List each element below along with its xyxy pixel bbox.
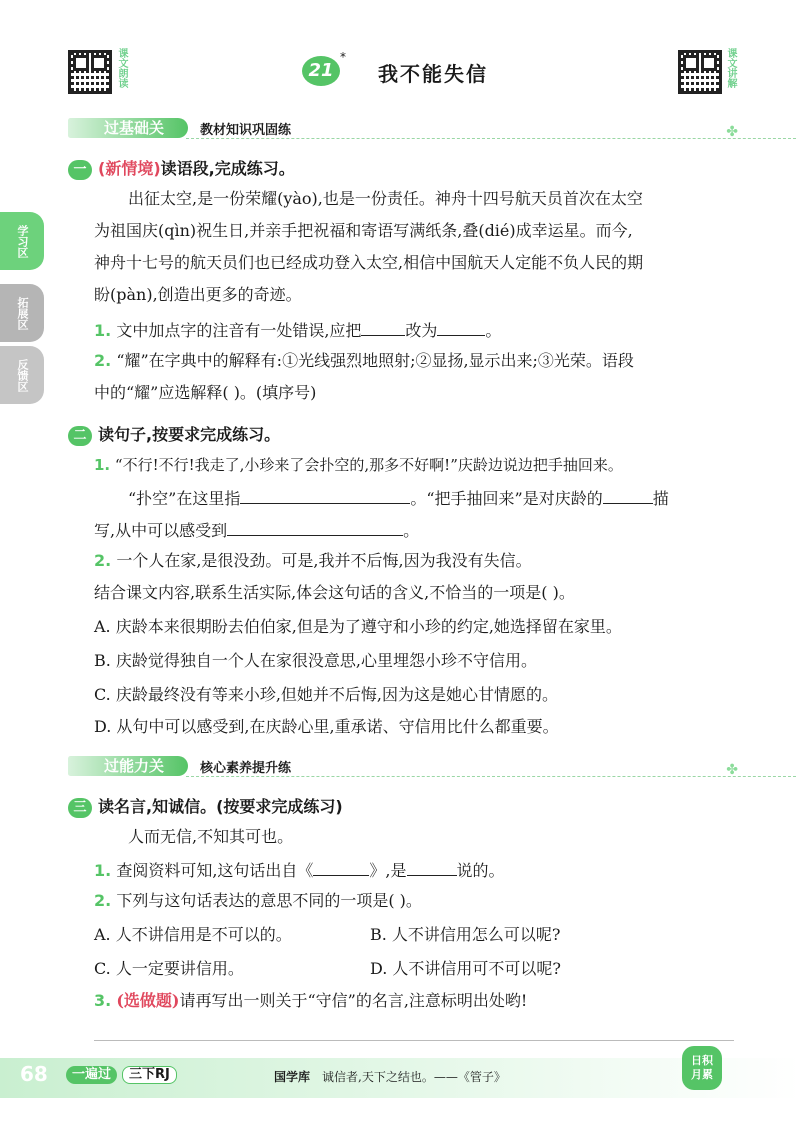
item-number: 1.: [94, 456, 111, 474]
daily-accumulation-badge: [682, 1046, 722, 1090]
clover-icon: ✤: [726, 124, 738, 140]
brand-logo: 一遍过: [66, 1066, 117, 1084]
question-2-item-2: [94, 550, 532, 572]
option-a[interactable]: A. 庆龄本来很期盼去伯伯家,但是为了遵守和小珍的约定,她选择留在家里。: [94, 617, 622, 636]
item-text: 一个人在家,是很没劲。可是,我并不后悔,因为我没有失信。: [116, 551, 532, 570]
question-3-heading: [68, 794, 343, 818]
item-text: 文中加点字的注音有一处错误,应把: [116, 321, 362, 340]
question-1-item-2: [94, 350, 634, 372]
answer-blank[interactable]: [407, 858, 457, 876]
question-tag: (新情境): [98, 159, 161, 178]
passage-line: 为祖国庆(qìn)祝生日,并亲手把祝福和寄语写满纸条,叠(dié)成幸运星。而今,: [94, 221, 633, 240]
question-3-item-3: [94, 990, 527, 1012]
passage-line: 出征太空,是一份荣耀(yào),也是一份责任。神舟十四号航天员首次在太空: [128, 189, 643, 208]
option-a[interactable]: A. 人不讲信用是不可以的。: [94, 925, 292, 944]
side-tab-feedback[interactable]: 反馈区: [0, 346, 44, 404]
item-text: 描: [652, 489, 669, 508]
page-header: [0, 42, 800, 102]
side-tab-extend[interactable]: 拓展区: [0, 284, 44, 342]
section-divider: [186, 138, 796, 139]
question-number-badge: 一: [68, 160, 92, 180]
item-number: 2.: [94, 551, 112, 570]
question-3-item-1: [94, 858, 505, 882]
section-subtitle: 核心素养提升练: [200, 761, 292, 776]
item-text-continued: 中的“耀”应选解释( )。(填序号): [94, 383, 317, 402]
question-title: 读语段,完成练习。: [160, 159, 295, 178]
section-subtitle: 教材知识巩固练: [200, 123, 292, 138]
item-text: “扑空”在这里指: [128, 489, 241, 508]
option-b[interactable]: B. 人不讲信用怎么可以呢?: [370, 925, 561, 944]
item-text: 》,是: [369, 861, 407, 880]
badge-line: 日积: [691, 1054, 713, 1067]
passage-line: 盼(pàn),创造出更多的奇迹。: [94, 285, 302, 304]
qr-label-read: 课文朗读: [116, 48, 127, 88]
answer-blank[interactable]: [437, 318, 485, 336]
question-1-item-1: [94, 318, 501, 342]
badge-line: 月累: [691, 1068, 713, 1081]
qr-code-icon[interactable]: [678, 50, 722, 94]
item-text: 改为: [405, 321, 438, 340]
item-text: “耀”在字典中的解释有:①光线强烈地照射;②显扬,显示出来;③光荣。语段: [116, 351, 634, 370]
item-text: “不行!不行!我走了,小珍来了会扑空的,那多不好啊!”庆龄边说边把手抽回来。: [114, 456, 623, 474]
footer-quote: [274, 1068, 506, 1085]
lesson-number-badge: 21: [302, 56, 340, 86]
footer-quote-text: 诚信者,天下之结也。——《管子》: [322, 1070, 506, 1084]
item-number: 3.: [94, 991, 112, 1010]
question-title: 读名言,知诚信。(按要求完成练习): [98, 797, 343, 816]
item-number: 2.: [94, 351, 112, 370]
option-d[interactable]: D. 从句中可以感受到,在庆龄心里,重承诺、守信用比什么都重要。: [94, 717, 559, 736]
section-bar-basic: [68, 116, 738, 140]
passage-line: 神舟十七号的航天员们也已经成功登入太空,相信中国航天人定能不负人民的期: [94, 253, 644, 272]
option-b[interactable]: B. 庆龄觉得独自一个人在家很没意思,心里埋怨小珍不守信用。: [94, 651, 538, 670]
item-text: 查阅资料可知,这句话出自《: [116, 861, 314, 880]
grade-label: 三下RJ: [122, 1066, 177, 1084]
question-number-badge: 三: [68, 798, 92, 818]
answer-blank[interactable]: [227, 518, 403, 536]
qr-code-icon[interactable]: [68, 50, 112, 94]
clover-icon: ✤: [726, 762, 738, 778]
question-title: 读句子,按要求完成练习。: [98, 425, 281, 444]
question-number-badge: 二: [68, 426, 92, 446]
item-number: 2.: [94, 891, 112, 910]
option-c[interactable]: C. 庆龄最终没有等来小珍,但她并不后悔,因为这是她心甘情愿的。: [94, 685, 559, 704]
item-text: 。: [485, 321, 502, 340]
item-text: 写,从中可以感受到: [94, 521, 228, 540]
question-2-heading: [68, 422, 280, 446]
section-label: 过能力关: [104, 757, 165, 775]
item-number: 1.: [94, 321, 112, 340]
question-2-item-1-fill: [128, 486, 669, 510]
section-label: 过基础关: [104, 119, 165, 137]
question-2-item-1-fill-2: [94, 518, 419, 542]
option-d[interactable]: D. 人不讲信用可不可以呢?: [370, 959, 562, 978]
item-text: 请再写出一则关于“守信”的名言,注意标明出处哟!: [179, 991, 528, 1010]
footer-quote-label: 国学库: [274, 1070, 311, 1084]
answer-blank[interactable]: [313, 858, 369, 876]
lesson-title: 我不能失信: [378, 62, 488, 86]
page-number: 68: [20, 1062, 48, 1086]
question-tag: (选做题): [116, 991, 180, 1010]
question-2-item-1: [94, 454, 623, 476]
answer-blank[interactable]: [603, 486, 653, 504]
item-text: 下列与这句话表达的意思不同的一项是( )。: [116, 891, 422, 910]
item-text: 。: [403, 521, 420, 540]
answer-blank[interactable]: [240, 486, 410, 504]
option-c[interactable]: C. 人一定要讲信用。: [94, 959, 244, 978]
item-number: 1.: [94, 861, 112, 880]
question-3-item-2: [94, 890, 422, 912]
quote-text: 人而无信,不知其可也。: [128, 827, 294, 846]
section-divider: [186, 776, 796, 777]
answer-line[interactable]: [94, 1040, 734, 1041]
section-bar-ability: [68, 754, 738, 778]
question-1-heading: [68, 156, 295, 180]
lesson-mark: *: [340, 50, 346, 64]
answer-blank[interactable]: [361, 318, 405, 336]
side-tab-study[interactable]: 学习区: [0, 212, 44, 270]
qr-label-explain: 课文讲解: [725, 48, 736, 88]
item-text: 说的。: [456, 861, 505, 880]
question-2-item-2-prompt: 结合课文内容,联系生活实际,体会这句话的含义,不恰当的一项是( )。: [94, 583, 575, 602]
item-text: 。“把手抽回来”是对庆龄的: [410, 489, 603, 508]
